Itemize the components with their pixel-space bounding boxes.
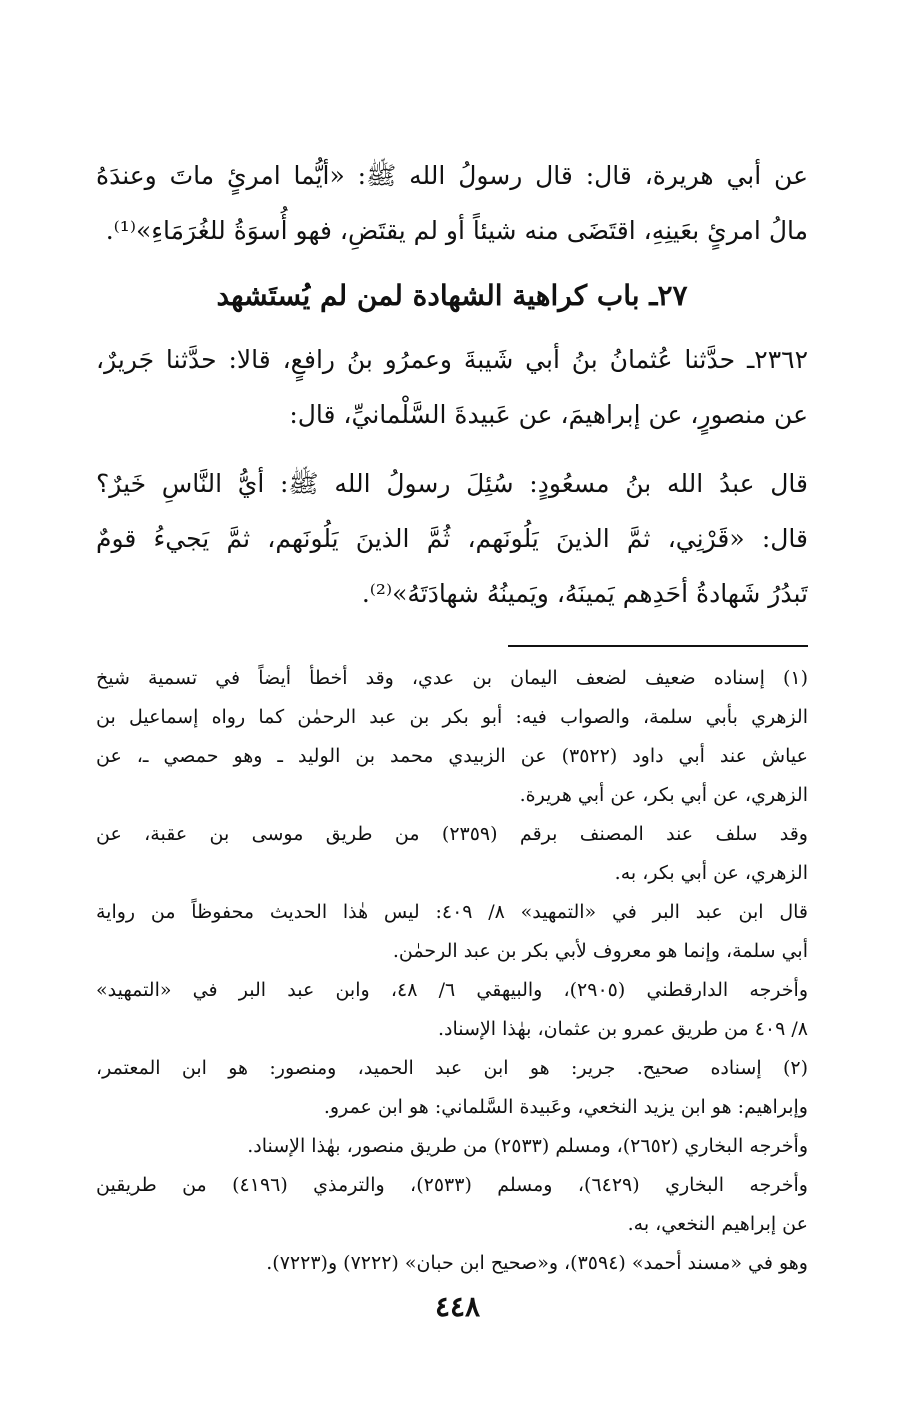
footnote-1 bbox=[96, 659, 808, 1049]
text-line: تَبدُرُ شَهادةُ أحَدِهم يَمينَهُ، ويَمينُهُ شهادَتَهُ»⁽²⁾. bbox=[361, 579, 808, 608]
footnote-line: أبي سلمة، وإنما هو معروف لأبي بكر بن عبد الرحمٰن. bbox=[392, 940, 808, 962]
footnote-line: الزهري، عن أبي بكر، به. bbox=[614, 862, 808, 884]
hadith-ending-paragraph bbox=[96, 148, 808, 258]
page-number: ٤٤٨ bbox=[434, 1290, 481, 1323]
footnote-line: (٢) إسناده صحيح. جرير: هو ابن عبد الحميد، ومنصور: هو ابن المعتمر، bbox=[96, 1057, 808, 1079]
footnote-line: وأخرجه البخاري (٢٦٥٢)، ومسلم (٢٥٣٣) من طريق منصور، بهٰذا الإسناد. bbox=[247, 1135, 808, 1157]
footnote-line: قال ابن عبد البر في «التمهيد» ٨/ ٤٠٩: ليس هٰذا الحديث محفوظاً من رواية bbox=[96, 901, 808, 923]
chapter-heading: ٢٧ـ باب كراهية الشهادة لمن لم يُستَشهد bbox=[216, 279, 688, 312]
footnote-line: ٨/ ٤٠٩ من طريق عمرو بن عثمان، بهٰذا الإسناد. bbox=[438, 1018, 808, 1040]
footnote-line: (١) إسناده ضعيف لضعف اليمان بن عدي، وقد أخطأ أيضاً في تسمية شيخ bbox=[96, 667, 808, 689]
text-line: عن أبي هريرة، قال: قال رسولُ الله ﷺ: «أيُّما امرئٍ ماتَ وعندَهُ bbox=[96, 161, 808, 190]
footnote-line: وقد سلف عند المصنف برقم (٢٣٥٩) من طريق موسى بن عقبة، عن bbox=[96, 823, 808, 845]
text-line: عن منصورٍ، عن إبراهيمَ، عن عَبيدةَ السَّلْمانيِّ، قال: bbox=[289, 400, 808, 429]
footnote-line: وأخرجه الدارقطني (٢٩٠٥)، والبيهقي ٦/ ٤٨، وابن عبد البر في «التمهيد» bbox=[96, 979, 808, 1001]
footnote-2 bbox=[96, 1049, 808, 1283]
footnote-line: عياش عند أبي داود (٣٥٢٢) عن الزبيدي محمد بن الوليد ـ وهو حمصي ـ، عن bbox=[96, 745, 808, 767]
text-line: مالُ امرئٍ بعَينِهِ، اقتَضَى منه شيئاً أو لم يقتَضِ، فهو أُسوَةُ للغُرَمَاءِ»⁽¹⁾. bbox=[105, 216, 808, 245]
footnote-line: وأخرجه البخاري (٦٤٢٩)، ومسلم (٢٥٣٣)، والترمذي (٤١٩٦) من طريقين bbox=[96, 1174, 808, 1196]
footnote-line: وهو في «مسند أحمد» (٣٥٩٤)، و«صحيح ابن حبان» (٧٢٢٢) و(٧٢٢٣). bbox=[266, 1252, 808, 1274]
footnote-line: عن إبراهيم النخعي، به. bbox=[627, 1213, 808, 1235]
matn-paragraph bbox=[96, 456, 808, 621]
isnad-paragraph bbox=[96, 332, 808, 442]
page-body bbox=[96, 148, 808, 1283]
footnote-line: الزهري، عن أبي بكر، عن أبي هريرة. bbox=[519, 784, 808, 806]
text-line: ٢٣٦٢ـ حدَّثنا عُثمانُ بنُ أبي شَيبةَ وعمرُو بنُ رافعٍ، قالا: حدَّثنا جَريرٌ، bbox=[96, 345, 808, 374]
text-line: قال: «قَرْنِي، ثمَّ الذينَ يَلُونَهم، ثُمَّ الذينَ يَلُونَهم، ثمَّ يَجيءُ قومٌ bbox=[96, 524, 808, 553]
footnote-line: الزهري بأبي سلمة، والصواب فيه: أبو بكر بن عبد الرحمٰن كما رواه إسماعيل بن bbox=[96, 706, 808, 728]
footnote-line: وإبراهيم: هو ابن يزيد النخعي، وعَبيدة السَّلماني: هو ابن عمرو. bbox=[323, 1096, 808, 1118]
text-line: قال عبدُ الله بنُ مسعُودٍ: سُئِلَ رسولُ الله ﷺ: أيُّ النَّاسِ خَيرٌ؟ bbox=[96, 469, 808, 498]
footnote-separator bbox=[508, 645, 808, 647]
